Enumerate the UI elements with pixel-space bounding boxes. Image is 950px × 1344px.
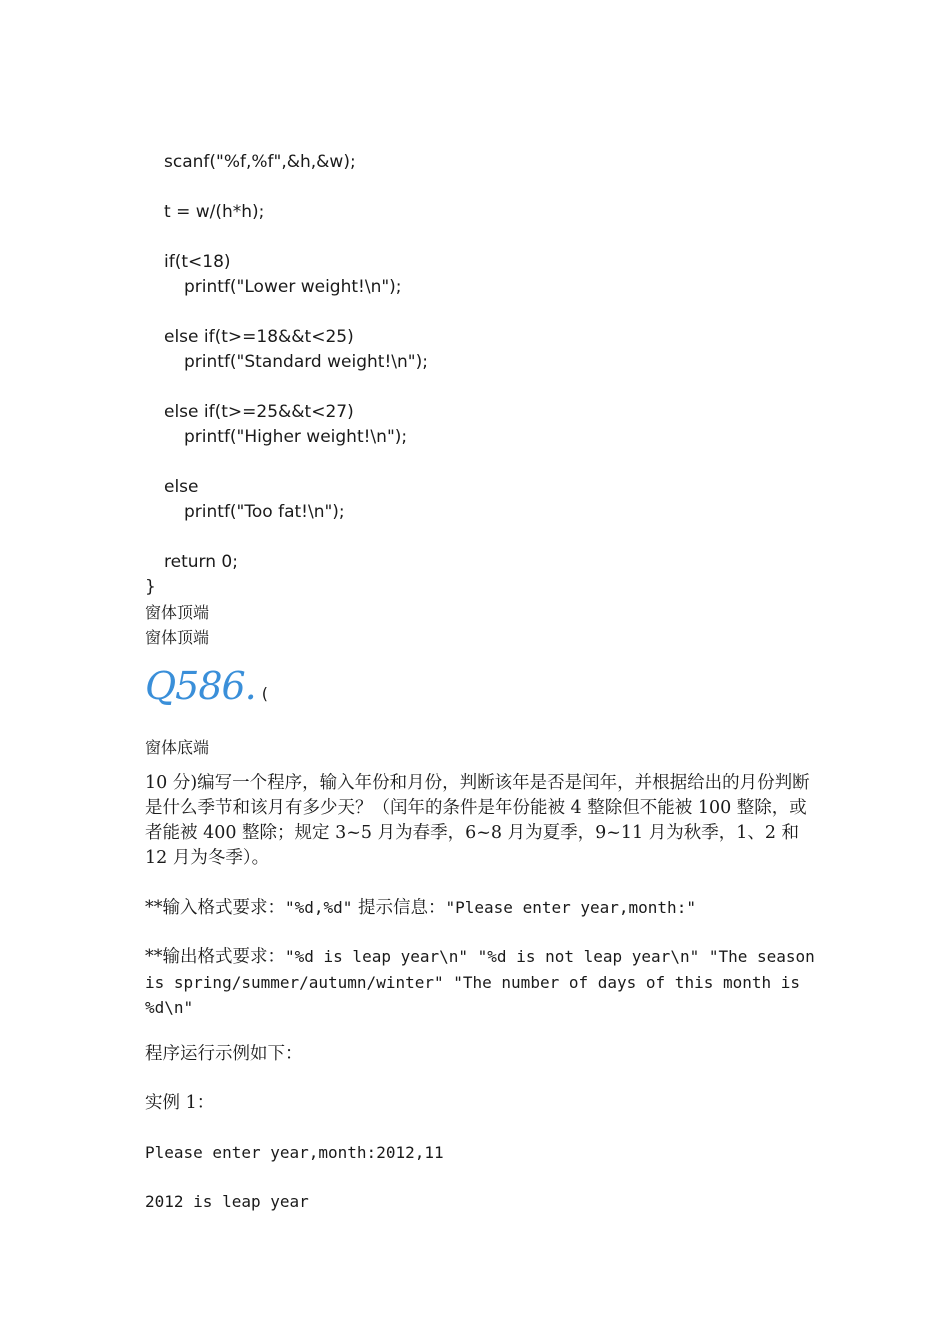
question-number: Q586. — [145, 664, 256, 708]
form-top-marker: 窗体顶端 — [145, 603, 210, 622]
prompt-label: 提示信息： — [352, 898, 446, 918]
code-line: printf("Too fat!\n"); — [184, 502, 345, 522]
output-format-block — [145, 944, 835, 1020]
input-format-label: **输入格式要求： — [145, 898, 285, 918]
code-line: printf("Higher weight!\n"); — [184, 427, 408, 447]
code-line: scanf("%f,%f",&h,&w); — [164, 152, 356, 172]
example-intro: 程序运行示例如下： — [145, 1044, 303, 1064]
output-format-value: "%d is leap year\n" "%d is not leap year\n" "The season is spring/summer/autumn/winter" "The number of days of this month is %d\n" — [145, 947, 825, 1017]
example-output-line: 2012 is leap year — [145, 1192, 309, 1211]
form-bottom-marker: 窗体底端 — [145, 738, 210, 757]
input-format-line — [145, 895, 835, 921]
code-line: printf("Standard weight!\n"); — [184, 352, 428, 372]
form-top-marker: 窗体顶端 — [145, 628, 210, 647]
code-line: } — [145, 577, 156, 597]
code-line: else if(t>=25&&t<27) — [164, 402, 354, 422]
question-paren: ( — [261, 684, 269, 703]
question-description: 10 分)编写一个程序，输入年份和月份，判断该年是否是闰年，并根据给出的月份判断是什么季节和该月有多少天？（闰年的条件是年份能被 4 整除但不能被 100 整除，或者能被 400 整除；规定 3~5 月为春季，6~8 月为夏季，9~11 月为秋季，1、2 和 12 月为冬季）。 — [145, 773, 810, 868]
prompt-text: "Please enter year,month:" — [445, 898, 696, 917]
code-line: t = w/(h*h); — [164, 202, 265, 222]
input-format-value: "%d,%d" — [285, 898, 353, 917]
example-label: 实例 1： — [145, 1093, 215, 1113]
question-heading — [145, 664, 268, 708]
example-output-line: Please enter year,month:2012,11 — [145, 1143, 444, 1162]
code-line: else — [164, 477, 199, 497]
code-line: printf("Lower weight!\n"); — [184, 277, 402, 297]
code-line: return 0; — [164, 552, 238, 572]
code-line: else if(t>=18&&t<25) — [164, 327, 354, 347]
code-line: if(t<18) — [164, 252, 231, 272]
output-format-label: **输出格式要求： — [145, 947, 285, 967]
